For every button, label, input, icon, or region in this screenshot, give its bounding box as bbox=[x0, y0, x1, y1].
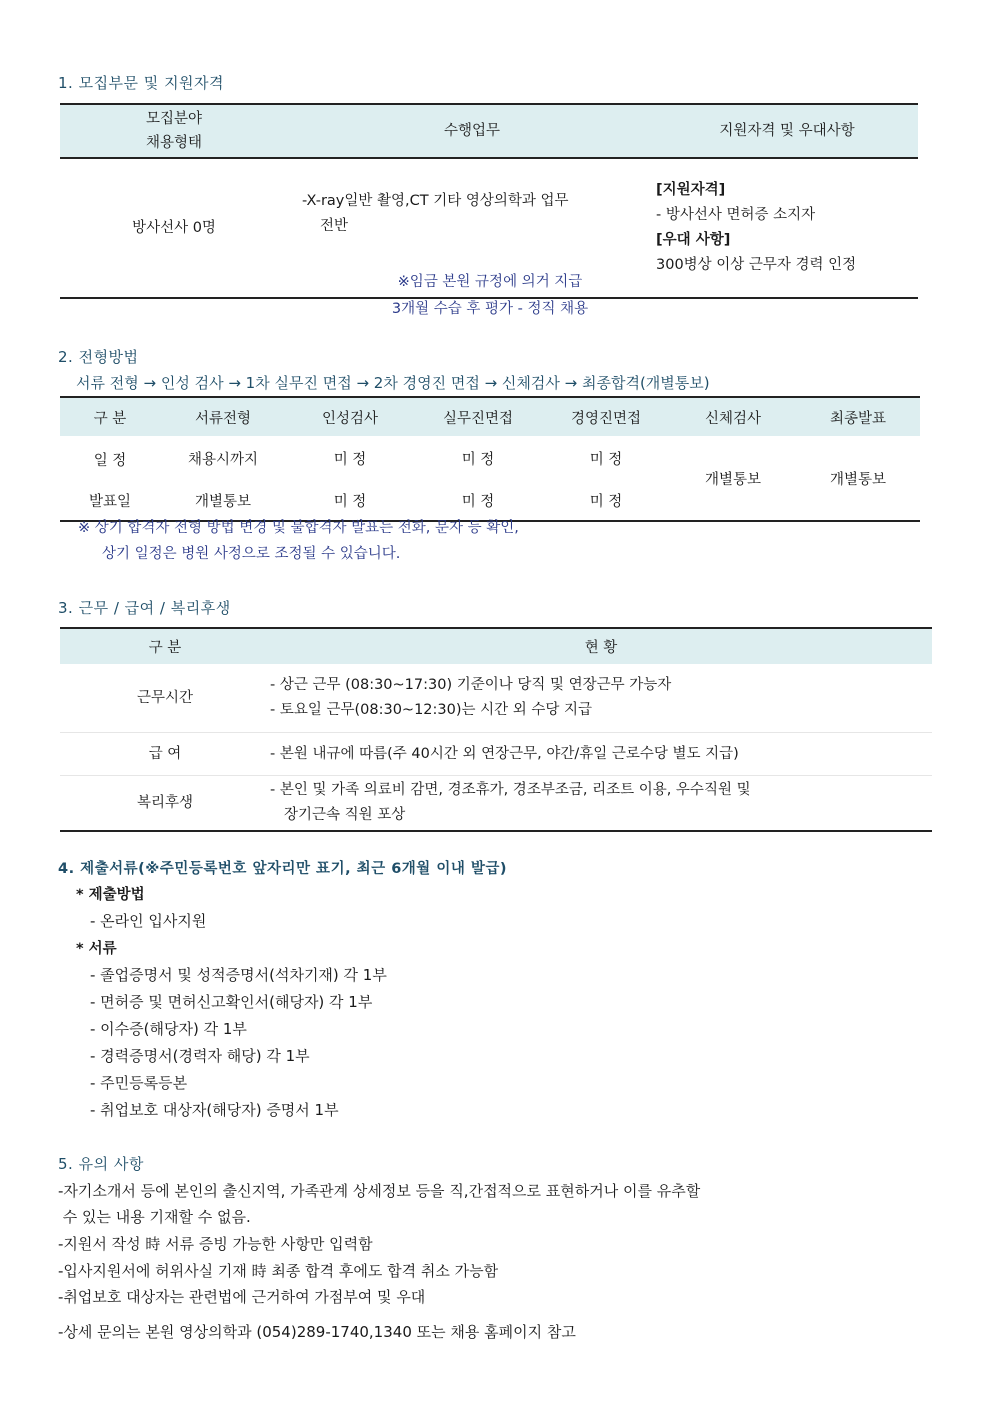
notice-item: -취업보호 대상자는 관련법에 근거하여 가점부여 및 우대 bbox=[58, 1288, 426, 1306]
work-hours-cell bbox=[270, 664, 932, 733]
header-field-type bbox=[60, 104, 288, 158]
table-header-row bbox=[60, 104, 918, 158]
submission-method-item: - 온라인 입사지원 bbox=[90, 912, 207, 930]
documents-heading: * 서류 bbox=[76, 941, 117, 957]
announcement-cell: 미 정 bbox=[461, 493, 495, 510]
table-header-row bbox=[60, 397, 920, 436]
duty-line: 전반 bbox=[320, 218, 349, 234]
probation-note: 3개월 수습 후 평가 - 정직 채용 bbox=[391, 301, 589, 317]
section-1-title: 1. 모집부문 및 지원자격 bbox=[58, 74, 225, 92]
pref-line: 300병상 이상 근무자 경력 인정 bbox=[656, 257, 857, 273]
notice-item: -상세 문의는 본원 영상의학과 (054)289-1740,1340 또는 채용 홈페이지 참고 bbox=[58, 1323, 576, 1341]
header-field: 모집분야 bbox=[145, 111, 203, 127]
schedule-cell: 채용시까지 bbox=[187, 451, 259, 468]
field-cell: 방사선사 0명 bbox=[132, 219, 216, 236]
announcement-cell: 미 정 bbox=[589, 493, 623, 510]
document-item: - 면허증 및 면허신고확인서(해당자) 각 1부 bbox=[90, 993, 373, 1011]
welfare-line: - 본인 및 가족 의료비 감면, 경조휴가, 경조부조금, 리조트 이용, 우수직원 및 bbox=[270, 782, 751, 798]
header-duty: 수행업무 bbox=[288, 104, 656, 158]
schedule-cell: 미 정 bbox=[461, 451, 495, 468]
document-item: - 경력증명서(경력자 해당) 각 1부 bbox=[90, 1047, 310, 1065]
document-item: - 이수증(해당자) 각 1부 bbox=[90, 1020, 247, 1038]
final-announcement-cell: 개별통보 bbox=[829, 471, 887, 488]
welfare-cell bbox=[270, 776, 932, 832]
duty-line: -X-ray일반 촬영,CT 기타 영상의학과 업무 bbox=[302, 193, 569, 209]
pref-heading: [우대 사항] bbox=[656, 232, 731, 248]
document-item: - 졸업증명서 및 성적증명서(석차기재) 각 1부 bbox=[90, 966, 387, 984]
section-4-title: 4. 제출서류(※주민등록번호 앞자리만 표기, 최근 6개월 이내 발급) bbox=[58, 861, 508, 877]
selection-schedule-table bbox=[60, 396, 920, 522]
header-category: 구 분 bbox=[93, 410, 127, 427]
announcement-cell: 미 정 bbox=[333, 493, 367, 510]
welfare-label: 복리후생 bbox=[136, 794, 194, 811]
section-3-title: 3. 근무 / 급여 / 복리후생 bbox=[58, 599, 231, 617]
notice-item: 수 있는 내용 기재할 수 없음. bbox=[58, 1208, 251, 1226]
header-staff-interview: 실무진면접 bbox=[442, 410, 514, 427]
announcement-cell: 개별통보 bbox=[194, 493, 252, 510]
qual-line: - 방사선사 면허증 소지자 bbox=[656, 207, 816, 223]
table-row bbox=[60, 664, 932, 733]
header-physical: 신체검사 bbox=[704, 410, 762, 427]
physical-exam-cell: 개별통보 bbox=[704, 471, 762, 488]
selection-note: ※ 상기 합격자 전형 방법 변경 및 불합격자 발표는 전화, 문자 등 확인, bbox=[78, 520, 519, 536]
schedule-label: 일 정 bbox=[93, 452, 127, 469]
schedule-note: 상기 일정은 병원 사정으로 조정될 수 있습니다. bbox=[102, 546, 401, 562]
notice-item: -입사지원서에 허위사실 기재 時 최종 합격 후에도 합격 취소 가능함 bbox=[58, 1262, 499, 1280]
header-final: 최종발표 bbox=[829, 410, 887, 427]
notice-item: -자기소개서 등에 본인의 출신지역, 가족관계 상세정보 등을 직,간접적으로 표현하거나 이를 유추할 bbox=[58, 1182, 701, 1200]
table-row bbox=[60, 436, 920, 480]
document-item: - 취업보호 대상자(해당자) 증명서 1부 bbox=[90, 1101, 339, 1119]
pay-label: 급 여 bbox=[60, 733, 270, 776]
section-2-title: 2. 전형방법 bbox=[58, 348, 139, 366]
work-line: - 토요일 근무(08:30~12:30)는 시간 외 수당 지급 bbox=[270, 702, 593, 718]
announcement-label: 발표일 bbox=[88, 493, 132, 510]
qual-heading: [지원자격] bbox=[656, 182, 726, 198]
schedule-cell: 미 정 bbox=[333, 451, 367, 468]
header-personality: 인성검사 bbox=[321, 410, 379, 427]
pay-cell: - 본원 내규에 따름(주 40시간 외 연장근무, 야간/휴일 근로수당 별도 지급) bbox=[270, 733, 932, 776]
salary-note: ※임금 본원 규정에 의거 지급 bbox=[397, 274, 583, 290]
work-hours-label: 근무시간 bbox=[60, 664, 270, 733]
notice-item: -지원서 작성 時 서류 증빙 가능한 사항만 입력함 bbox=[58, 1235, 373, 1253]
header-status: 현 황 bbox=[584, 640, 618, 656]
work-line: - 상근 근무 (08:30~17:30) 기준이나 당직 및 연장근무 가능자 bbox=[270, 677, 672, 693]
table-row bbox=[60, 776, 932, 832]
section-5-title: 5. 유의 사항 bbox=[58, 1155, 144, 1173]
table-row bbox=[60, 733, 932, 776]
document-item: - 주민등록등본 bbox=[90, 1074, 188, 1092]
submission-method-heading: * 제출방법 bbox=[76, 887, 145, 903]
schedule-cell: 미 정 bbox=[589, 451, 623, 468]
work-pay-welfare-table bbox=[60, 627, 932, 832]
table-header-row bbox=[60, 628, 932, 664]
header-qualification: 지원자격 및 우대사항 bbox=[656, 104, 918, 158]
header-document: 서류전형 bbox=[194, 410, 252, 427]
selection-flow: 서류 전형 → 인성 검사 → 1차 실무진 면접 → 2차 경영진 면접 → 신체검사 → 최종합격(개별통보) bbox=[76, 374, 710, 392]
welfare-line: 장기근속 직원 포상 bbox=[284, 807, 406, 823]
header-type: 채용형태 bbox=[145, 135, 203, 151]
header-exec-interview: 경영진면접 bbox=[570, 410, 642, 427]
header-category: 구 분 bbox=[148, 640, 182, 656]
